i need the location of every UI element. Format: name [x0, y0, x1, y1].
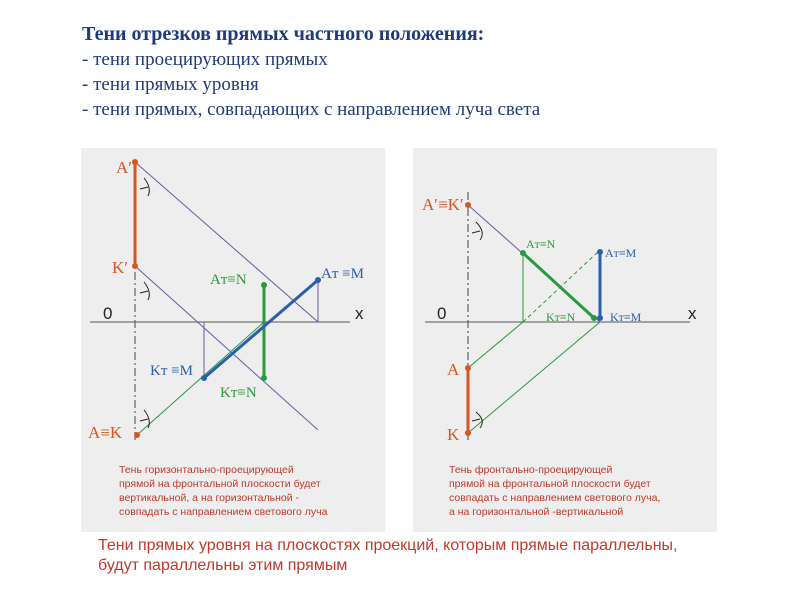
left-angle-tick-1 [140, 187, 148, 189]
right-angle-tick-2 [472, 419, 480, 421]
footer-line-1: Тени прямых уровня на плоскостях проекций, которым прямые параллельны, [98, 537, 678, 554]
right-label-a: A [447, 360, 460, 379]
left-point-at-n [261, 282, 267, 288]
right-label-kt-n: Kт≡N [546, 310, 576, 324]
left-note [119, 463, 327, 519]
right-note-line-1: Тень фронтально-проецирующей [449, 464, 613, 476]
left-angle-tick-3 [140, 419, 148, 421]
right-note-line-2: прямой на фронтальной плоскости будет [449, 478, 651, 490]
footer-line-2: будут параллельны этим прямым [98, 557, 348, 574]
left-note-line-1: Тень горизонтально-проецирующей [119, 464, 294, 476]
left-point-a-k [134, 432, 140, 438]
page-title: Тени отрезков прямых частного положения: [82, 23, 485, 45]
right-point-k [465, 430, 471, 436]
left-diagram [88, 158, 364, 442]
left-label-a-prime: A′ [116, 158, 132, 177]
heading-item-2: - тени прямых уровня [82, 74, 259, 95]
right-note-line-3: совпадать с направлением светового луча, [449, 492, 661, 504]
right-point-a-k-prime [465, 202, 471, 208]
left-ray-k-prime [135, 266, 318, 430]
right-label-a-k-prime: A′≡K′ [422, 195, 464, 214]
left-label-at-m: Aт ≡M [321, 266, 364, 282]
right-ray-from-k [468, 322, 600, 433]
left-note-line-3: вертикальной, а на горизонтальной - [119, 492, 300, 504]
right-label-kt-m: Kт≡M [610, 310, 642, 324]
left-point-kt-m [201, 375, 207, 381]
left-point-kt-n [261, 375, 267, 381]
left-ray-a-prime [135, 162, 318, 322]
right-label-at-n: Aт≡N [526, 237, 556, 251]
left-label-at-n: Aт≡N [210, 272, 247, 288]
heading-item-3: - тени прямых, совпадающих с направлением луча света [82, 99, 541, 120]
left-shadow-inclined [204, 280, 318, 378]
right-note [449, 463, 660, 519]
left-label-kt-n: Kт≡N [220, 385, 257, 401]
heading-item-1: - тени проецирующих прямых [82, 49, 328, 70]
right-point-at-m [597, 249, 603, 255]
right-label-k: K [447, 425, 460, 444]
left-point-k-prime [132, 263, 138, 269]
left-angle-tick-2 [140, 291, 148, 293]
footer-text [98, 536, 738, 576]
left-label-k-prime: K′ [112, 258, 128, 277]
right-diagram [422, 192, 697, 444]
right-ray-from-a [468, 322, 523, 368]
left-note-line-4: совпадать с направлением светового луча [119, 506, 328, 518]
right-label-axis-x: x [688, 304, 697, 323]
right-note-line-4: а на горизонтальной -вертикальной [449, 506, 624, 518]
right-point-a [465, 365, 471, 371]
left-note-line-2: прямой на фронтальной плоскости будет [119, 478, 321, 490]
left-label-origin: 0 [103, 304, 113, 323]
right-point-kt-n [591, 315, 597, 321]
left-label-kt-m: Kт ≡M [150, 363, 193, 379]
right-shadow-inclined [523, 253, 594, 318]
right-angle-tick-1 [472, 231, 480, 233]
right-label-origin: 0 [437, 304, 447, 323]
left-label-axis-x: x [355, 304, 364, 323]
left-point-a-prime [132, 159, 138, 165]
right-point-kt-m [597, 315, 603, 321]
left-label-a-k: A≡K [88, 423, 123, 442]
right-label-at-m: Aт≡M [605, 246, 637, 260]
